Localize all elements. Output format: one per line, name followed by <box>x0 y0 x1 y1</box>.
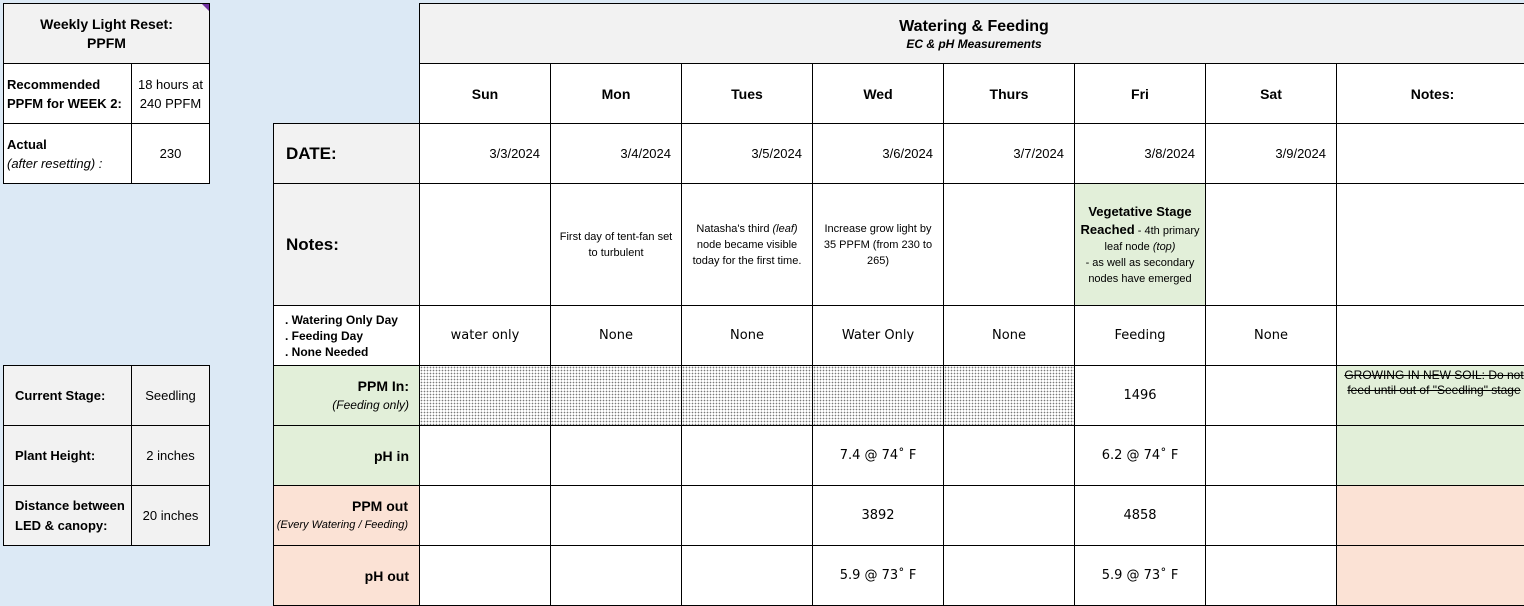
notes-column-header: Notes: <box>1336 63 1524 124</box>
day-type-thurs: None <box>943 305 1075 366</box>
notes-label-text: Notes: <box>286 234 339 254</box>
day-header-sat: Sat <box>1205 63 1337 124</box>
date-cell-wed: 3/6/2024 <box>812 123 944 184</box>
ppm-out-mon <box>550 485 682 546</box>
note-cell-thurs <box>943 183 1075 306</box>
note-cell-sun <box>419 183 551 306</box>
ppm-in-wed <box>812 365 944 426</box>
actual-label-text: Actual <box>7 136 47 152</box>
day-header-fri: Fri <box>1074 63 1206 124</box>
ppm-in-notes: GROWING IN NEW SOIL: Do not feed until out of "Seedling" stage <box>1336 365 1524 426</box>
date-label-text: DATE: <box>286 143 337 163</box>
ppm-out-sat <box>1205 485 1337 546</box>
ph-out-fri: 5.9 @ 73˚ F <box>1074 545 1206 606</box>
ph-out-notes <box>1336 545 1524 606</box>
day-type-fri: Feeding <box>1074 305 1206 366</box>
ppm-in-label <box>273 365 420 426</box>
header-title: Watering & Feeding <box>899 17 1049 35</box>
ph-out-mon <box>550 545 682 606</box>
ph-out-thurs <box>943 545 1075 606</box>
ppm-in-sat <box>1205 365 1337 426</box>
ph-in-tues <box>681 425 813 486</box>
ppm-out-label <box>273 485 420 546</box>
ppm-out-wed: 3892 <box>812 485 944 546</box>
recommended-value-line1: 18 hours at <box>137 76 204 92</box>
date-cell-thurs: 3/7/2024 <box>943 123 1075 184</box>
day-header-wed: Wed <box>812 63 944 124</box>
date-cell-sun: 3/3/2024 <box>419 123 551 184</box>
note-mon-text: First day of tent-fan set to turbulent <box>559 230 673 259</box>
note-cell-sat <box>1205 183 1337 306</box>
watering-feeding-header <box>419 3 1524 64</box>
distance-label-line1: Distance between <box>15 497 125 513</box>
day-header-tues: Tues <box>681 63 813 124</box>
note-cell-fri <box>1074 183 1206 306</box>
ppm-in-mon <box>550 365 682 426</box>
ph-out-sat <box>1205 545 1337 606</box>
ph-out-tues <box>681 545 813 606</box>
date-cell-fri: 3/8/2024 <box>1074 123 1206 184</box>
day-type-label-1: . Watering Only Day <box>285 312 398 327</box>
day-header-mon: Mon <box>550 63 682 124</box>
recommended-value <box>131 63 210 124</box>
note-tues-text: Natasha's third (leaf) node became visible today for the first time. <box>692 222 802 267</box>
recommended-label-line2: PPFM for WEEK 2: <box>7 95 122 111</box>
ph-in-thurs <box>943 425 1075 486</box>
recommended-label <box>3 63 132 124</box>
ppm-out-tues <box>681 485 813 546</box>
ppm-out-label-text: PPM out <box>352 497 408 514</box>
date-cell-notes <box>1336 123 1524 184</box>
day-header-sun: Sun <box>419 63 551 124</box>
ph-out-label <box>273 545 420 606</box>
actual-label <box>3 123 132 184</box>
day-type-sun: water only <box>419 305 551 366</box>
date-cell-tues: 3/5/2024 <box>681 123 813 184</box>
date-row-label <box>273 123 420 184</box>
ppm-in-fri: 1496 <box>1074 365 1206 426</box>
ppm-out-notes <box>1336 485 1524 546</box>
day-type-label-2: . Feeding Day <box>285 328 364 343</box>
distance-value: 20 inches <box>131 485 210 546</box>
ppm-out-sun <box>419 485 551 546</box>
ph-in-label <box>273 425 420 486</box>
ppm-in-thurs <box>943 365 1075 426</box>
ppm-in-sub-text: (Feeding only) <box>332 397 409 412</box>
notes-row-label <box>273 183 420 306</box>
note-cell-wed <box>812 183 944 306</box>
ph-in-sat <box>1205 425 1337 486</box>
recommended-value-line2: 240 PPFM <box>139 95 202 111</box>
actual-value: 230 <box>131 123 210 184</box>
header-subtitle: EC & pH Measurements <box>906 36 1042 51</box>
weekly-light-reset-title <box>3 3 210 64</box>
actual-sub-text: (after resetting) : <box>7 155 103 171</box>
plant-height-label <box>3 425 132 486</box>
distance-label-line2: LED & canopy: <box>15 517 108 533</box>
ph-out-sun <box>419 545 551 606</box>
weekly-unit-text: PPFM <box>87 34 126 51</box>
day-type-sat: None <box>1205 305 1337 366</box>
ppm-out-sub-text: (Every Watering / Feeding) <box>276 518 408 531</box>
ph-in-wed: 7.4 @ 74˚ F <box>812 425 944 486</box>
ph-out-wed: 5.9 @ 73˚ F <box>812 545 944 606</box>
day-type-label-3: . None Needed <box>285 344 369 359</box>
weekly-title-text: Weekly Light Reset: <box>40 15 173 32</box>
ppm-in-label-text: PPM In: <box>357 377 409 394</box>
day-type-tues: None <box>681 305 813 366</box>
note-fri-text: Vegetative Stage Reached - 4th primary leaf node (top) - as well as secondary nodes have emerged <box>1080 203 1200 285</box>
note-cell-notes <box>1336 183 1524 306</box>
ppm-in-sun <box>419 365 551 426</box>
ppm-out-thurs <box>943 485 1075 546</box>
comment-indicator <box>202 4 209 11</box>
date-cell-mon: 3/4/2024 <box>550 123 682 184</box>
ppm-in-tues <box>681 365 813 426</box>
plant-height-value: 2 inches <box>131 425 210 486</box>
ph-out-label-text: pH out <box>364 567 409 584</box>
note-cell-tues <box>681 183 813 306</box>
ph-in-label-text: pH in <box>374 447 409 464</box>
current-stage-value: Seedling <box>131 365 210 426</box>
ph-in-sun <box>419 425 551 486</box>
plant-height-label-text: Plant Height: <box>15 448 96 463</box>
day-type-label <box>273 305 420 366</box>
day-type-wed: Water Only <box>812 305 944 366</box>
ppm-out-fri: 4858 <box>1074 485 1206 546</box>
note-cell-mon <box>550 183 682 306</box>
current-stage-label-text: Current Stage: <box>15 388 106 403</box>
recommended-label-line1: Recommended <box>7 76 101 92</box>
day-type-mon: None <box>550 305 682 366</box>
distance-label <box>3 485 132 546</box>
current-stage-label <box>3 365 132 426</box>
ph-in-mon <box>550 425 682 486</box>
day-header-thurs: Thurs <box>943 63 1075 124</box>
ph-in-notes <box>1336 425 1524 486</box>
day-type-notes <box>1336 305 1524 366</box>
note-wed-text: Increase grow light by 35 PPFM (from 230 to 265) <box>823 222 933 267</box>
date-cell-sat: 3/9/2024 <box>1205 123 1337 184</box>
ph-in-fri: 6.2 @ 74˚ F <box>1074 425 1206 486</box>
